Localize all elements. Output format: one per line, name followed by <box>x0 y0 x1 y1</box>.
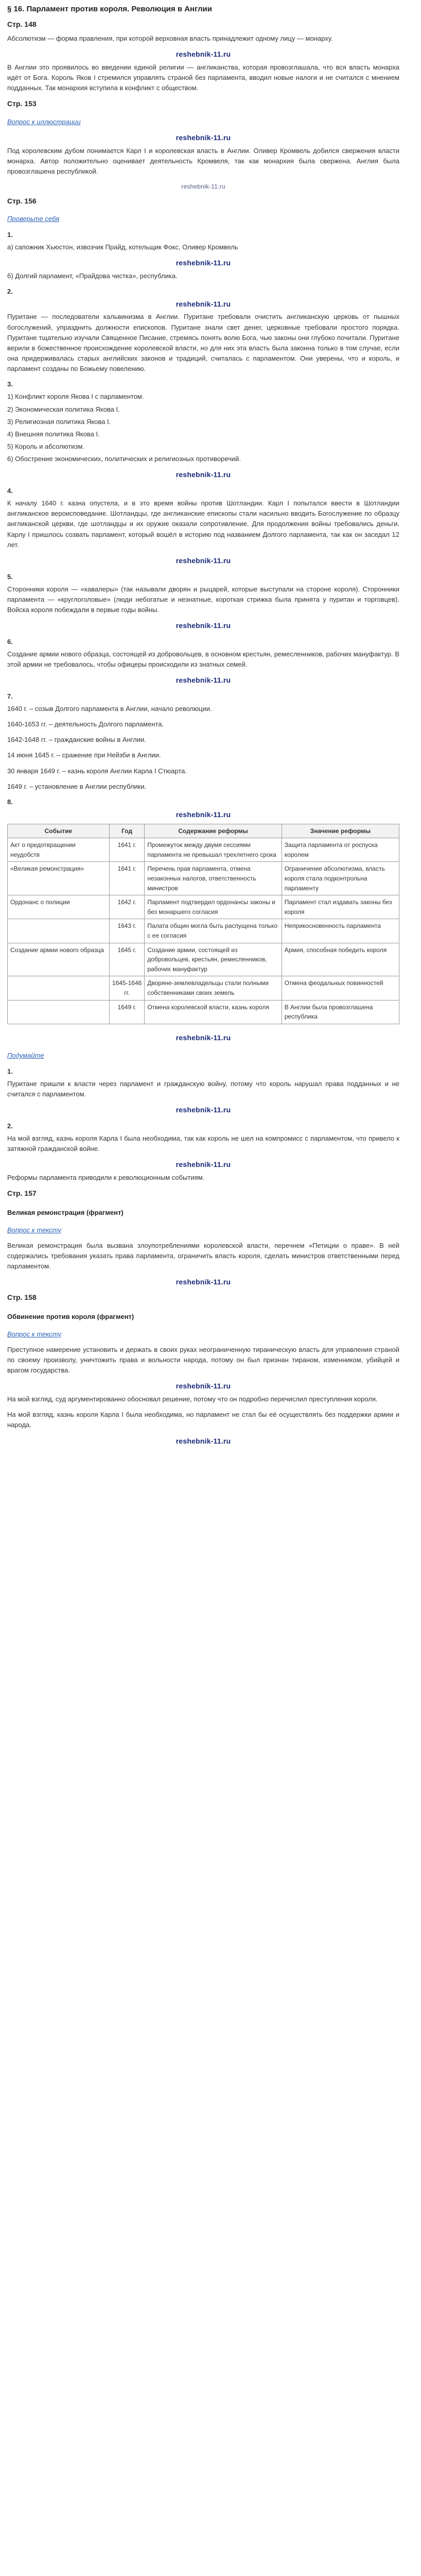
paragraph: На мой взгляд, казнь короля Карла I была необходима, но парламент не стал бы её осуществлять без поддержки армии и народа. <box>7 1411 399 1429</box>
answer-line: На мой взгляд, казнь короля Карла I была необходима, так как король не шел на компромисс с парламентом, что привело к затяжной гражданской войне. <box>7 1134 399 1153</box>
answer-line: а) сапожник Хьюстон, извозчик Прайд, котельщик Фокс, Оливер Кромвель <box>7 243 238 251</box>
table-cell: 1645 г. <box>109 943 144 976</box>
table-row <box>8 943 399 976</box>
table-cell: 1642 г. <box>109 895 144 919</box>
list-item: 3) Религиозная политика Якова I. <box>7 417 111 426</box>
table-cell: 1641 г. <box>109 838 144 862</box>
watermark[interactable]: reshebnik-11.ru <box>176 299 231 308</box>
list-item: 6) Обострение экономических, политических и религиозных противоречий. <box>7 455 241 463</box>
answer-block <box>7 1066 399 1116</box>
answer-line: К началу 1640 г. казна опустела, и в это время войны против Шотландии. Карл I попытался ввести в Шотландии англиканское вероисповедание. Шотландцы, где англиканские епископы стали насильно вводить Богослужение по образцу англиканской церкви, где шотландцы и их оружие оказали сопротивление. Для продолжения войны требовались деньги. Карлу I пришлось созвать парламент, который вошёл в историю под названием Долгого парламента, так как он заседал 12 лет. <box>7 499 399 549</box>
watermark[interactable]: reshebnik-11.ru <box>176 556 231 565</box>
answer-block <box>7 379 399 481</box>
table-cell: Создание армии нового образца <box>8 943 110 976</box>
table-cell: Ордонанс о полиции <box>8 895 110 919</box>
table-cell <box>8 1000 110 1024</box>
watermark[interactable]: reshebnik-11.ru <box>176 470 231 479</box>
table-cell: Палата общин могла быть распущена только с ее согласия <box>145 919 282 943</box>
answer-number: 2. <box>7 287 13 295</box>
page-number: Стр. 157 <box>7 1189 37 1197</box>
table-cell: Перечень прав парламента, отмена незаконных налогов, ответственность министров <box>145 862 282 895</box>
date-line: 1649 г. – установление в Англии республики. <box>7 782 147 790</box>
paragraph: В Англии это проявилось во введении единой религии — англиканства, которая провозглашала, что вся власть монарха идёт от Бога. Король Яков I стремился управлять страной без парламента, вводил новые налоги и не считался с мнением подданных. Так монархия вступила в конфликт с обществом. <box>7 63 399 92</box>
answer-block <box>7 637 399 686</box>
column-header: Содержание реформы <box>145 824 282 838</box>
answer-number: 1. <box>7 230 13 239</box>
table-cell: 1641 г. <box>109 862 144 895</box>
page-number: Стр. 148 <box>7 20 37 29</box>
date-line: 30 января 1649 г. – казнь короля Англии Карла I Стюарта. <box>7 767 187 775</box>
column-header: Год <box>109 824 144 838</box>
watermark[interactable]: reshebnik-11.ru <box>176 1033 231 1042</box>
table-cell: Отмена феодальных повинностей <box>282 976 399 1000</box>
watermark[interactable]: reshebnik-11.ru <box>176 50 231 59</box>
answer-block <box>7 572 399 632</box>
document-title: Обвинение против короля (фрагмент) <box>7 1312 134 1320</box>
table-cell: Защита парламента от роспуска королем <box>282 838 399 862</box>
table-cell: Парламент подтвердил ордонансы законы и без монаршего согласия <box>145 895 282 919</box>
watermark[interactable]: reshebnik-11.ru <box>176 1160 231 1169</box>
table-cell <box>8 976 110 1000</box>
table-cell: Акт о предотвращении неудобств <box>8 838 110 862</box>
table-cell: 1643 г. <box>109 919 144 943</box>
answer-line: Пуритане — последователи кальвинизма в Англии. Пуритане требовали очистить англиканскую церковь от пышных богослужений, упразднить должности епископов. Пуритане знали свет денег, церковные требовали простого порядка. Пуритане тщательно изучали Священное Писание, стремясь понять волю Бога, чью законы они глубоко почитали. Пуритане верили в божественное происхождение королевской власти, но для них эта власть была законна только в том случае, если она придерживалась старых английских законов и традиций, считалась с парламентом. Они уверены, что и король, и парламент созданы по Божьему повелению. <box>7 313 399 373</box>
page-number: Стр. 153 <box>7 99 37 108</box>
section-link-doc2[interactable]: Вопрос к тексту <box>7 1330 61 1338</box>
table-row <box>8 976 399 1000</box>
watermark[interactable]: reshebnik-11.ru <box>176 676 231 685</box>
answer-number: 1. <box>7 1067 13 1075</box>
table-cell <box>8 919 110 943</box>
table-row <box>8 1000 399 1024</box>
table-cell: Промежуток между двумя сессиями парламента не превышал трехлетнего срока <box>145 838 282 862</box>
table-cell: «Великая ремонстрация» <box>8 862 110 895</box>
answer-block <box>7 286 399 375</box>
table-row <box>8 919 399 943</box>
reforms-table <box>7 824 399 1024</box>
table-cell: Создание армии, состоящей из добровольцев, крестьян, ремесленников, рабочих мануфактур <box>145 943 282 976</box>
paragraph: На мой взгляд, суд аргументированно обосновал решение, потому что он подробно перечислил преступления короля. <box>7 1395 378 1403</box>
table-cell: 1645-1646 гг. <box>109 976 144 1000</box>
column-header: Событие <box>8 824 110 838</box>
table-cell: Неприкосновенность парламента <box>282 919 399 943</box>
date-line: 1640-1653 гг. – деятельность Долгого парламента. <box>7 720 164 728</box>
answer-number: 4. <box>7 487 13 495</box>
date-line: 1640 г. – созыв Долгого парламента в Англии, начало революции. <box>7 705 212 713</box>
watermark[interactable]: reshebnik-11.ru <box>176 1436 231 1445</box>
section-link-illustration[interactable]: Вопрос к иллюстрации <box>7 117 81 126</box>
table-body <box>8 838 399 1024</box>
answer-block <box>7 486 399 567</box>
table-row <box>8 862 399 895</box>
page-number: Стр. 158 <box>7 1293 37 1302</box>
date-line: 14 июня 1645 г. – сражение при Нейзби в Англии. <box>7 751 161 759</box>
watermark[interactable]: reshebnik-11.ru <box>176 1278 231 1286</box>
answer-number: 2. <box>7 1122 13 1130</box>
page-title: § 16. Парламент против короля. Революция в Англии <box>7 5 212 13</box>
watermark[interactable]: reshebnik-11.ru <box>176 621 231 630</box>
list-item: 5) Король и абсолютизм. <box>7 443 84 451</box>
list-item: 4) Внешняя политика Якова I. <box>7 430 100 438</box>
watermark[interactable]: reshebnik-11.ru <box>176 258 231 267</box>
document-title: Великая ремонстрация (фрагмент) <box>7 1208 124 1216</box>
section-link-check[interactable]: Проверьте себя <box>7 215 60 223</box>
page-number: Стр. 156 <box>7 196 37 205</box>
answer-number: 7. <box>7 692 13 700</box>
answer-line: Сторонники короля — «кавалеры» (так называли дворян и рыцарей, которые выступали на стороне короля). Сторонники парламента — «круглоголовые» (люди небогатые и незнатные, короткая стрижка была принята у пуритан и торговцев). Войска короля побеждали в первые годы войны. <box>7 585 399 614</box>
table-cell: Дворяне-землевладельцы стали полными собственниками своих земель <box>145 976 282 1000</box>
answer-number: 8. <box>7 798 13 806</box>
answer-number: 6. <box>7 637 13 646</box>
answer-line: Создание армии нового образца, состоящей из добровольцев, в основном крестьян, ремесленников, рабочих мануфактур. В этой армии не требовалось, чтобы офицеры происходили из знатных семей. <box>7 650 399 669</box>
column-header: Значение реформы <box>282 824 399 838</box>
answer-number: 3. <box>7 380 13 388</box>
watermark[interactable]: reshebnik-11.ru <box>176 810 231 819</box>
list-item: 2) Экономическая политика Якова I. <box>7 405 120 413</box>
watermark[interactable]: reshebnik-11.ru <box>176 1106 231 1114</box>
table-row <box>8 895 399 919</box>
answer-block <box>7 1121 399 1183</box>
table-cell: Армия, способная победить короля <box>282 943 399 976</box>
table-cell: Ограничение абсолютизма, власть короля стала подконтрольна парламенту <box>282 862 399 895</box>
plan-list <box>7 392 399 464</box>
answer-number: 5. <box>7 572 13 581</box>
watermark[interactable]: reshebnik-11.ru <box>176 1382 231 1391</box>
paragraph: Преступное намерение установить и держать в своих руках неограниченную тираническую власть для управления страной по своему произволу, уничтожить права и вольности народа, потому он был признан тираном, изменником, убийцей и врагом государства. <box>7 1346 399 1375</box>
list-item: 1) Конфликт короля Якова I с парламентом. <box>7 393 144 401</box>
watermark[interactable]: reshebnik-11.ru <box>181 183 225 191</box>
watermark[interactable]: reshebnik-11.ru <box>176 133 231 142</box>
answer-block <box>7 691 399 792</box>
answer-line: б) Долгий парламент, «Прайдова чистка», республика. <box>7 272 178 280</box>
table-row <box>8 838 399 862</box>
answer-line: Пуритане пришли к власти через парламент и гражданскую войну, потому что король нарушал права подданных и не считался с парламентом. <box>7 1079 399 1098</box>
section-link-doc1[interactable]: Вопрос к тексту <box>7 1226 61 1234</box>
paragraph: Абсолютизм — форма правления, при которой верховная власть принадлежит одному лицу — монарху. <box>7 34 333 42</box>
table-header-row <box>8 824 399 838</box>
answer-block <box>7 230 399 281</box>
date-line: 1642-1648 гг. – гражданские войны в Англии. <box>7 736 146 744</box>
answer-line: Реформы парламента приводили к революционным событиям. <box>7 1173 205 1181</box>
table-cell: В Англии была провозглашена республика <box>282 1000 399 1024</box>
check-list <box>7 230 399 792</box>
table-cell: Парламент стал издавать законы без короля <box>282 895 399 919</box>
section-link-think[interactable]: Подумайте <box>7 1052 44 1060</box>
paragraph: Под королевским дубом понимается Карл I и королевская власть в Англии. Оливер Кромвель добился свержения власти монарха. Автор положительно оценивает деятельность Кромвеля, так как монархия была свержена. Англия была провозглашена республикой. <box>7 146 399 175</box>
paragraph: Великая ремонстрация была вызвана злоупотреблениями королевской власти, перечнем «Петиции о праве». В ней содержались требования указать права парламента, ограничить власть короля, сделать министров ответственными перед парламентом. <box>7 1241 399 1270</box>
table-cell: Отмена королевской власти, казнь короля <box>145 1000 282 1024</box>
table-cell: 1649 г. <box>109 1000 144 1024</box>
